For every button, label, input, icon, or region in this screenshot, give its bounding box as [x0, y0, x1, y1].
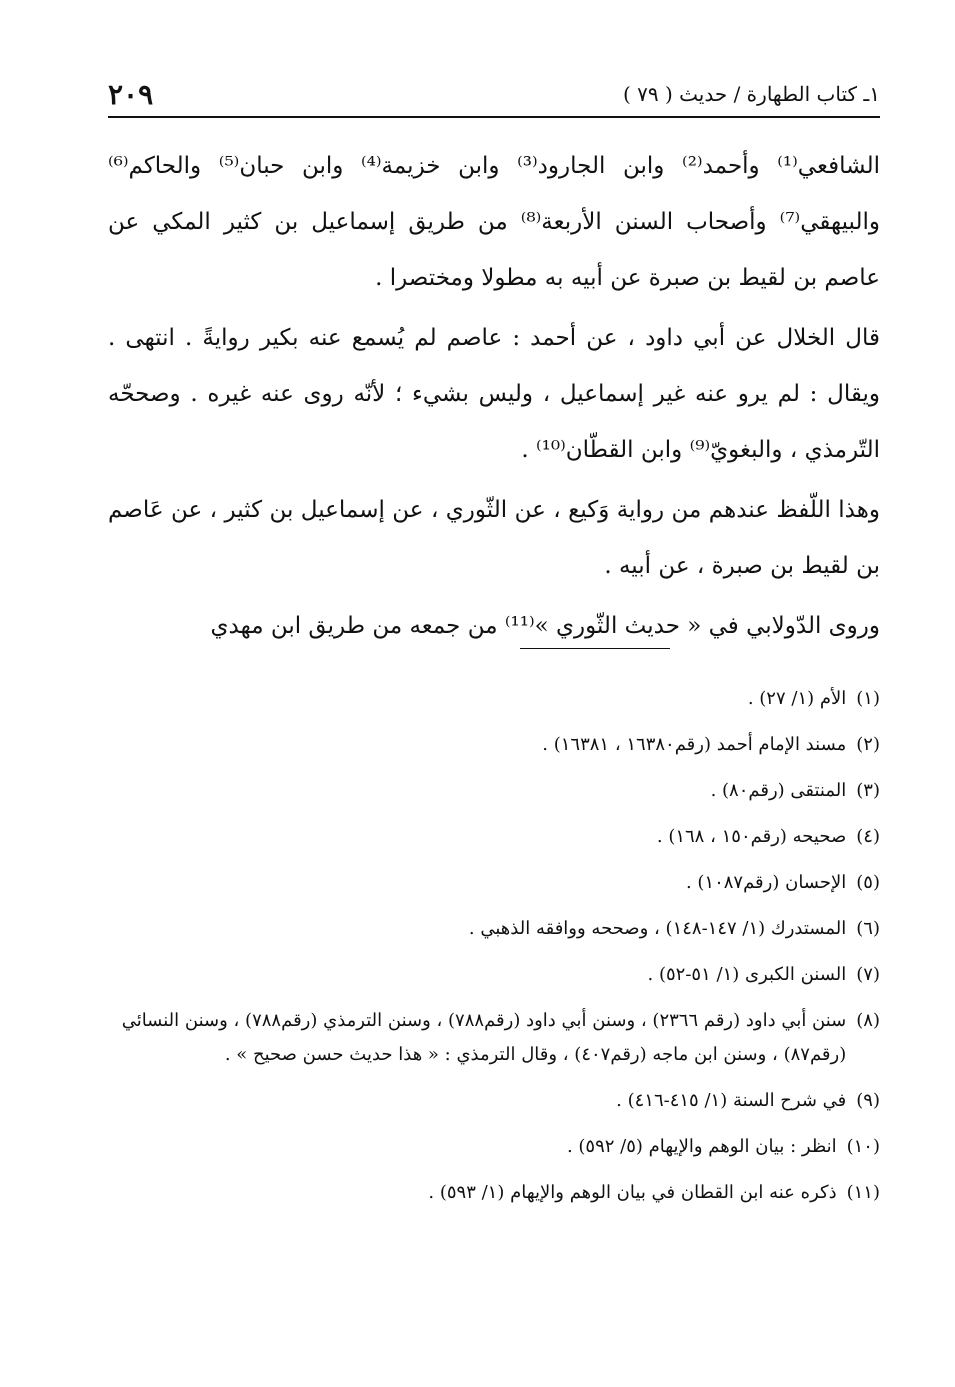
- footnote: [108, 952, 880, 998]
- body-paragraph: وهذا اللّفظ عندهم من رواية وَكيع ، عن الثّوري ، عن إسماعيل بن كثير ، عن عَاصم بن لقيط بن صبرة ، عن أبيه .: [108, 497, 880, 579]
- footnote-text: انظر : بيان الوهم والإيهام (٥/ ٥٩٢) .: [566, 1136, 837, 1157]
- footnote-number: (٩): [856, 1090, 880, 1111]
- footnote: [108, 1078, 880, 1124]
- page-number: ٢٠٩: [108, 78, 154, 111]
- footnote-number: (٤): [856, 826, 880, 847]
- footnote: [108, 1124, 880, 1170]
- body-paragraph: الشافعي⁽¹⁾ وأحمد⁽²⁾ وابن الجارود⁽³⁾ وابن خزيمة⁽⁴⁾ وابن حبان⁽⁵⁾ والحاكم⁽⁶⁾ والبيهقي⁽⁷⁾ وأصحاب السنن الأربعة⁽⁸⁾ من طريق إسماعيل بن كثير المكي عن عاصم بن لقيط بن صبرة عن أبيه به مطولا ومختصرا .: [108, 153, 880, 291]
- footnote-text: صحيحه (رقم١٥٠ ، ١٦٨) .: [656, 826, 847, 847]
- footnote-number: (٦): [856, 918, 880, 939]
- footnote-number: (١١): [846, 1182, 880, 1203]
- footnote-text: الإحسان (رقم١٠٨٧) .: [685, 872, 847, 893]
- footnotes: [108, 676, 880, 1216]
- footnote-text: الأم (١/ ٢٧) .: [747, 688, 847, 709]
- footnote-number: (٥): [856, 872, 880, 893]
- footnote-number: (٧): [856, 964, 880, 985]
- footnote-text: المستدرك (١/ ١٤٧-١٤٨) ، وصححه ووافقه الذهبي .: [468, 918, 847, 939]
- footnote-number: (٢): [856, 734, 880, 755]
- footnote: [108, 860, 880, 906]
- footnote: [108, 998, 880, 1078]
- footnote-text: في شرح السنة (١/ ٤١٥-٤١٦) .: [616, 1090, 847, 1111]
- body-paragraph: وروى الدّولابي في « حديث الثّوري »⁽¹¹⁾ من جمعه من طريق ابن مهدي: [210, 613, 880, 639]
- footnote: [108, 1170, 880, 1216]
- footnote: [108, 676, 880, 722]
- footnote: [108, 906, 880, 952]
- footnote: [108, 814, 880, 860]
- footnote-text: سنن أبي داود (رقم ٢٣٦٦) ، وسنن أبي داود (رقم٧٨٨) ، وسنن الترمذي (رقم٧٨٨) ، وسنن النسائي (رقم٨٧) ، وسنن ابن ماجه (رقم٤٠٧) ، وقال الترمذي : « هذا حديث حسن صحيح » .: [121, 1010, 847, 1065]
- header-rule: [108, 116, 880, 118]
- running-title: ١ـ كتاب الطهارة / حديث ( ٧٩ ): [622, 82, 880, 106]
- footnote-text: المنتقى (رقم٨٠) .: [710, 780, 847, 801]
- footnote: [108, 768, 880, 814]
- footnote-number: (١): [856, 688, 880, 709]
- footnote-text: ذكره عنه ابن القطان في بيان الوهم والإيهام (١/ ٥٩٣) .: [428, 1182, 837, 1203]
- page-header: [108, 78, 880, 112]
- footnote-number: (١٠): [846, 1136, 880, 1157]
- footnote-number: (٨): [856, 1010, 880, 1031]
- footnote-text: مسند الإمام أحمد (رقم١٦٣٨٠ ، ١٦٣٨١) .: [542, 734, 847, 755]
- footnote-number: (٣): [856, 780, 880, 801]
- footnote: [108, 722, 880, 768]
- footnote-text: السنن الكبرى (١/ ٥١-٥٢) .: [647, 964, 847, 985]
- footnote-separator: [520, 648, 670, 649]
- body-text: [108, 138, 880, 654]
- body-paragraph: قال الخلال عن أبي داود ، عن أحمد : عاصم لم يُسمع عنه بكير روايةً . انتهى . ويقال : لم يرو عنه غير إسماعيل ، وليس بشيء ؛ لأنّه روى عنه غيره . وصححّه التّرمذي ، والبغويّ⁽⁹⁾ وابن القطّان⁽¹⁰⁾ .: [108, 325, 880, 463]
